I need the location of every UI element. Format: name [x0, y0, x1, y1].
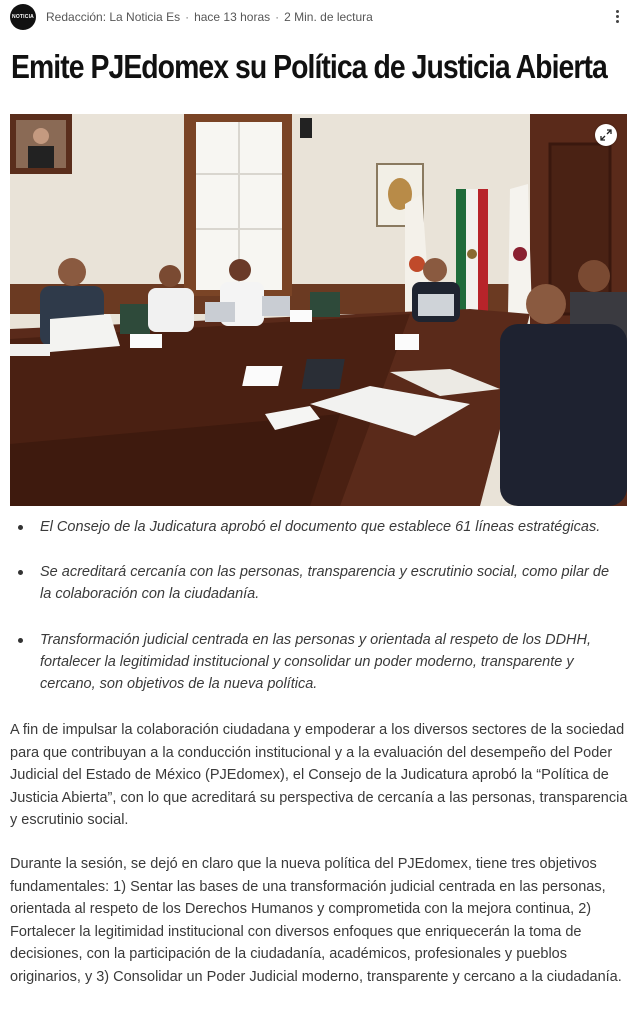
article-photo[interactable] — [10, 114, 627, 506]
meta-separator: · — [275, 10, 280, 24]
article-paragraph: Durante la sesión, se dejó en claro que la nueva política del PJEdomex, tiene tres objetivos fundamentales: 1) Sentar las bases de una transformación judicial centrada en las personas, orientada al respeto de los Derechos Humanos y comprometida con la mejora continua, 2) Fortalecer la legitimidad institucional con diversos enfoques que enriquecerán la toma de decisiones, con la participación de la ciudadanía, académicos, profesionales y pueblos originarios, y 3) Consolidar un Poder Judicial moderno, transparente y cercano a la ciudadanía. — [10, 856, 622, 985]
meta-separator: · — [185, 10, 190, 24]
post-meta — [46, 10, 373, 24]
summary-item: Transformación judicial centrada en las personas y orientada al respeto de los DDHH, fortalecer la legitimidad institucional y consolidar un poder moderno, transparente y cercano, son objetivos de la nueva política. — [40, 629, 624, 695]
summary-item: Se acreditará cercanía con las personas, transparencia y escrutinio social, como pilar de la colaboración con la ciudadanía. — [40, 561, 624, 605]
avatar-logo-text: NOTICIA — [12, 14, 34, 20]
post-time: hace 13 horas — [194, 10, 271, 24]
kebab-menu-icon[interactable] — [609, 10, 625, 28]
expand-button[interactable] — [595, 124, 617, 146]
meeting-photo-illustration — [10, 114, 627, 506]
summary-item: El Consejo de la Judicatura aprobó el documento que establece 61 líneas estratégicas. — [40, 516, 624, 538]
expand-icon — [600, 129, 612, 141]
article-title: Emite PJEdomex su Política de Justicia Abierta — [11, 48, 607, 85]
read-time: 2 Min. de lectura — [284, 10, 373, 24]
author-name[interactable]: Redacción: La Noticia Es — [46, 10, 181, 24]
author-avatar[interactable] — [10, 4, 36, 30]
article-paragraph: A fin de impulsar la colaboración ciudadana y empoderar a los diversos sectores de la sociedad para que contribuyan a la conducción institucional y a la evaluación del desempeño del Poder Judicial del Estado de México (PJEdomex), el Consejo de la Judicatura aprobó la “Política de Justicia Abierta”, con lo que acreditará su perspectiva de cercanía a las personas, transparencia y escrutinio social. — [10, 722, 628, 829]
post-header — [0, 0, 642, 36]
